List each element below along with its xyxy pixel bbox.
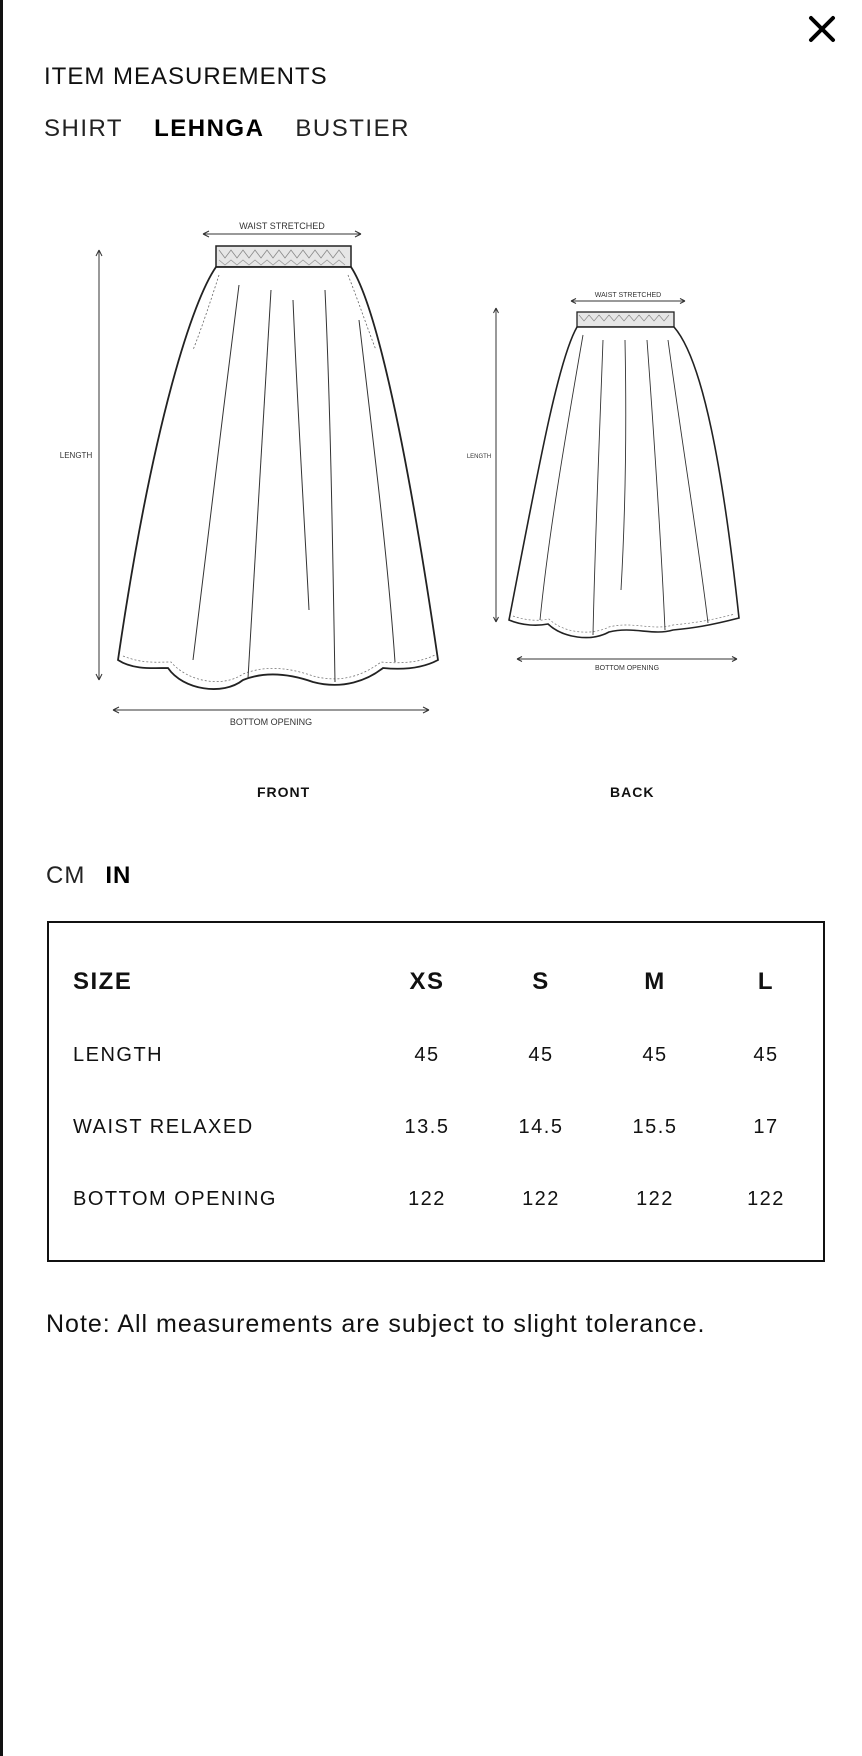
cell-value: 13.5: [404, 1116, 450, 1138]
cell-value: 122: [522, 1188, 560, 1210]
front-view-label: FRONT: [257, 784, 311, 800]
cell-value: 15.5: [632, 1116, 678, 1138]
table-row: [49, 1188, 823, 1218]
cell-value: 45: [528, 1044, 554, 1066]
measurement-diagram: [43, 190, 823, 810]
modal-title: ITEM MEASUREMENTS: [44, 63, 328, 90]
back-bottom-opening-label: BOTTOM OPENING: [594, 665, 660, 672]
header-s: S: [532, 968, 550, 995]
cell-value: 45: [414, 1044, 440, 1066]
back-skirt-drawing: [467, 292, 739, 672]
table-header-row: [49, 968, 823, 998]
front-waist-stretched-label: WAIST STRETCHED: [239, 221, 325, 231]
row-label: BOTTOM OPENING: [73, 1188, 277, 1210]
row-label: LENGTH: [73, 1044, 164, 1066]
skirt-diagram: [43, 190, 823, 810]
cell-value: 17: [753, 1116, 779, 1138]
front-length-label: LENGTH: [59, 451, 93, 460]
back-waist-stretched-label: WAIST STRETCHED: [594, 292, 662, 299]
unit-toggle: [46, 862, 131, 890]
close-icon: [803, 10, 841, 48]
row-label: WAIST RELAXED: [73, 1116, 254, 1138]
cell-value: 14.5: [518, 1116, 564, 1138]
back-view-label: BACK: [610, 784, 655, 800]
tolerance-note: Note: All measurements are subject to slight tolerance.: [46, 1310, 706, 1338]
front-bottom-opening-label: BOTTOM OPENING: [229, 717, 313, 727]
back-length-label: LENGTH: [466, 454, 492, 460]
unit-in-button[interactable]: IN: [105, 862, 132, 889]
unit-cm-button[interactable]: CM: [46, 862, 86, 889]
table-row: [49, 1116, 823, 1146]
tab-lehnga[interactable]: LEHNGA: [154, 115, 265, 142]
header-l: L: [757, 968, 775, 995]
cell-value: 45: [753, 1044, 779, 1066]
size-chart-table: [47, 921, 825, 1262]
close-button[interactable]: [803, 10, 841, 48]
table-row: [49, 1044, 823, 1074]
header-m: M: [644, 968, 666, 995]
garment-tabs: [44, 115, 410, 143]
cell-value: 122: [747, 1188, 785, 1210]
tab-bustier[interactable]: BUSTIER: [295, 115, 410, 142]
cell-value: 45: [642, 1044, 668, 1066]
header-xs: XS: [409, 968, 445, 995]
cell-value: 122: [636, 1188, 674, 1210]
cell-value: 122: [408, 1188, 446, 1210]
header-size: SIZE: [73, 968, 133, 995]
tab-shirt[interactable]: SHIRT: [44, 115, 124, 142]
front-skirt-drawing: [60, 221, 438, 727]
